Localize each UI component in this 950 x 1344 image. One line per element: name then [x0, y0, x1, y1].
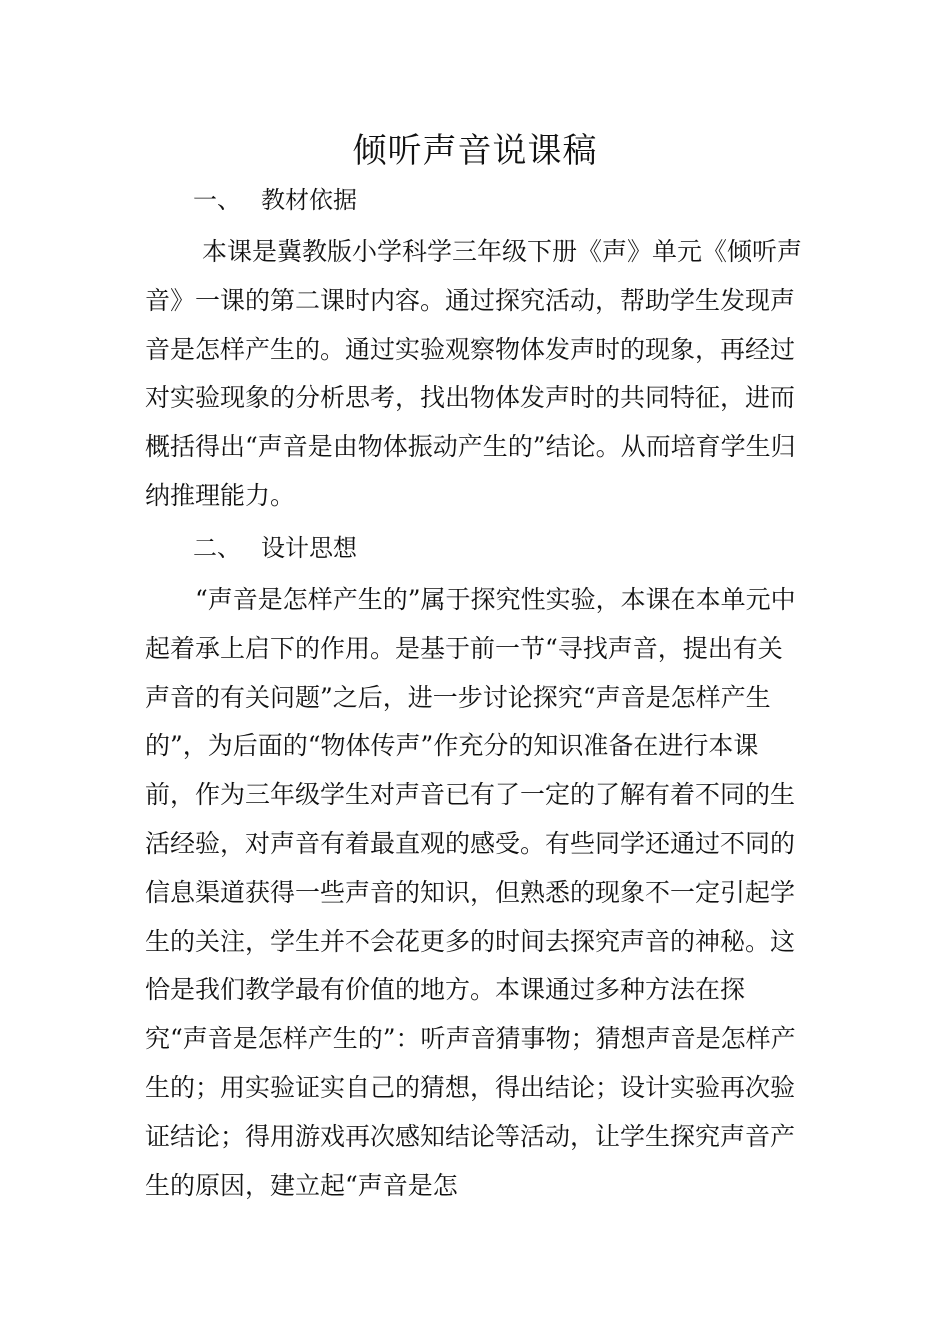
section-title-1: 教材依据: [261, 186, 357, 214]
section-heading-1: [193, 180, 357, 220]
section-heading-2: [193, 528, 357, 568]
section-paragraph-1: 本课是冀教版小学科学三年级下册《声》单元《倾听声音》一课的第二课时内容。通过探究活动，帮助学生发现声音是怎样产生的。通过实验观察物体发声时的现象，再经过对实验现象的分析思考，找出物体发声时的共同特征，进而概括得出“声音是由物体振动产生的”结论。从而培育学生归纳推理能力。: [145, 237, 803, 510]
section-number-1: 一、: [193, 186, 241, 214]
page-title: 倾听声音说课稿: [352, 131, 598, 171]
section-number-2: 二、: [193, 534, 241, 562]
section-title-2: 设计思想: [261, 534, 357, 562]
section-paragraph-2: “声音是怎样产生的”属于探究性实验，本课在本单元中起着承上启下的作用。是基于前一节“寻找声音，提出有关声音的有关问题”之后，进一步讨论探究“声音是怎样产生的”，为后面的“物体传声”作充分的知识准备在进行本课前，作为三年级学生对声音已有了一定的了解有着不同的生活经验，对声音有着最直观的感受。有些同学还通过不同的信息渠道获得一些声音的知识，但熟悉的现象不一定引起学生的关注，学生并不会花更多的时间去探究声音的神秘。这恰是我们教学最有价值的地方。本课通过多种方法在探究“声音是怎样产生的”：听声音猜事物；猜想声音是怎样产生的；用实验证实自己的猜想，得出结论；设计实验再次验证结论；得用游戏再次感知结论等活动，让学生探究声音产生的原因，建立起“声音是怎: [145, 585, 796, 1200]
